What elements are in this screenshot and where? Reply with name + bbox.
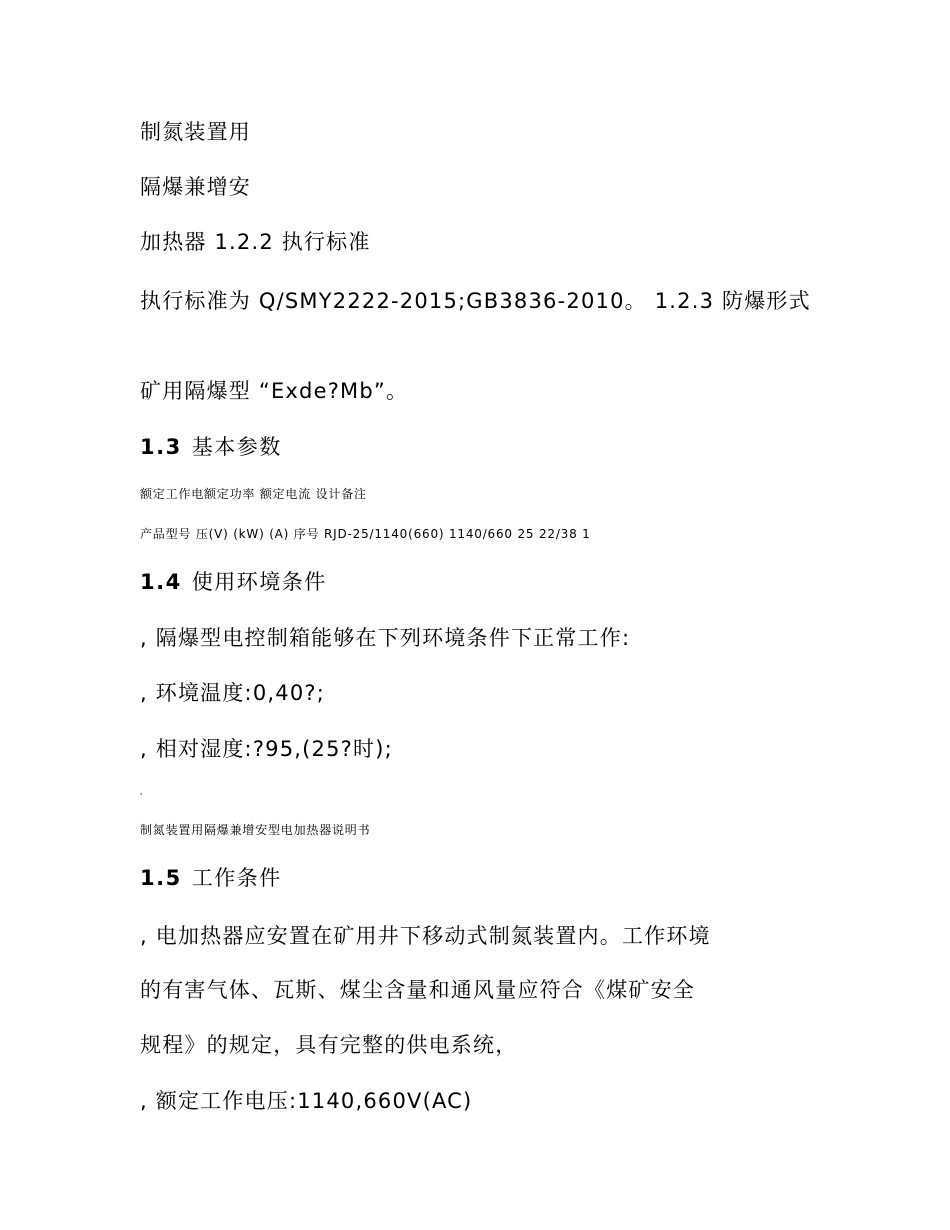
running-title: 制氮装置用隔爆兼增安型电加热器说明书 xyxy=(140,823,371,837)
section-heading-1-3 xyxy=(140,435,282,460)
work-condition-line: 规程》的规定，具有完整的供电系统， xyxy=(140,1033,518,1057)
text-line: 矿用隔爆型 “Exde?Mb”。 xyxy=(140,379,409,403)
section-title: 工作条件 xyxy=(191,866,282,890)
env-condition-line: , 环境温度:0,40?; xyxy=(140,681,326,705)
section-title: 基本参数 xyxy=(191,435,282,459)
text-line: 加热器 1.2.2 执行标准 xyxy=(140,230,371,254)
section-heading-1-5 xyxy=(140,866,282,891)
env-condition-line: , 隔爆型电控制箱能够在下列环境条件下正常工作: xyxy=(140,626,631,650)
section-number: 1.5 xyxy=(140,866,182,890)
work-condition-line: 的有害气体、瓦斯、煤尘含量和通风量应符合《煤矿安全 xyxy=(140,978,695,1002)
work-condition-line: , 电加热器应安置在矿用井下移动式制氮装置内。工作环境 xyxy=(140,924,711,948)
env-condition-line: , 相对湿度:?95,(25?时); xyxy=(140,737,393,761)
section-title: 使用环境条件 xyxy=(191,570,327,594)
stray-mark: ' xyxy=(140,792,144,801)
parameter-table-row: 产品型号 压(V) (kW) (A) 序号 RJD-25/1140(660) 1140/660 25 22/38 1 xyxy=(140,527,591,541)
parameter-table-header: 额定工作电额定功率 额定电流 设计备注 xyxy=(140,487,367,501)
text-line: 制氮装置用 xyxy=(140,120,251,144)
text-paragraph: 执行标准为 Q/SMY2222-2015;GB3836-2010。 1.2.3 防爆形式 xyxy=(140,289,811,313)
section-heading-1-4 xyxy=(140,570,327,595)
section-number: 1.3 xyxy=(140,435,182,459)
work-condition-line: , 额定工作电压:1140,660V(AC) xyxy=(140,1089,473,1113)
text-line: 隔爆兼增安 xyxy=(140,175,251,199)
section-number: 1.4 xyxy=(140,570,182,594)
